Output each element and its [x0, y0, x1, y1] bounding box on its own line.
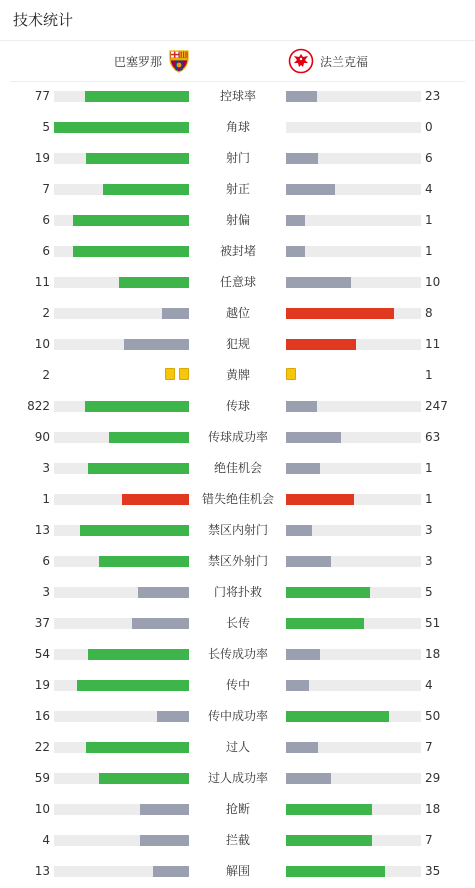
- stat-row: [0, 236, 475, 267]
- home-bar-track: [54, 556, 189, 567]
- stat-row: [0, 360, 475, 391]
- home-bar-fill: [85, 91, 189, 102]
- away-bar-fill: [286, 153, 318, 164]
- stat-row: [0, 763, 475, 794]
- away-bar-track: [286, 587, 421, 598]
- away-bar-fill: [286, 401, 317, 412]
- away-stat-value: 11: [425, 337, 441, 351]
- stat-row: [0, 112, 475, 143]
- home-stat-value: 2: [42, 306, 50, 320]
- away-stat-value: 35: [425, 864, 441, 878]
- home-bar-track: [54, 618, 189, 629]
- stat-label: 门将扑救: [213, 585, 262, 599]
- stat-row: [0, 174, 475, 205]
- home-bar-track: [54, 339, 189, 350]
- home-bar-fill: [54, 122, 189, 133]
- stat-label: 黄牌: [225, 368, 250, 382]
- stats-list: [0, 81, 475, 887]
- stat-label: 被封堵: [219, 244, 256, 258]
- away-bar-fill: [286, 804, 372, 815]
- home-bar-track: [54, 587, 189, 598]
- home-stat-value: 6: [42, 213, 50, 227]
- away-stat-value: 7: [425, 740, 433, 754]
- home-bar-track: [54, 215, 189, 226]
- home-bar-fill: [85, 401, 189, 412]
- stat-label: 传中成功率: [207, 709, 268, 723]
- home-bar-fill: [73, 246, 189, 257]
- stat-label: 犯规: [225, 337, 250, 351]
- home-stat-value: 2: [42, 368, 50, 382]
- home-bar-fill: [86, 742, 189, 753]
- away-bar-fill: [286, 277, 351, 288]
- away-stat-value: 1: [425, 244, 433, 258]
- away-bar-fill: [286, 866, 385, 877]
- home-bar-track: [54, 153, 189, 164]
- away-bar-fill: [286, 432, 341, 443]
- away-bar-track: [286, 711, 421, 722]
- away-team-header[interactable]: [288, 48, 475, 74]
- home-bar-fill: [162, 308, 189, 319]
- home-bar-fill: [122, 494, 190, 505]
- home-stat-value: 22: [34, 740, 50, 754]
- stat-row: [0, 453, 475, 484]
- home-bar-fill: [86, 153, 189, 164]
- away-bar-fill: [286, 339, 356, 350]
- home-bar-fill: [157, 711, 189, 722]
- home-stat-value: 90: [34, 430, 50, 444]
- home-bar-track: [54, 463, 189, 474]
- home-stat-value: 3: [42, 461, 50, 475]
- away-bar-track: [286, 308, 421, 319]
- stat-label: 角球: [225, 120, 250, 134]
- stat-label: 射门: [225, 151, 250, 165]
- away-bar-track: [286, 153, 421, 164]
- home-bar-track: [54, 122, 189, 133]
- home-bar-track: [54, 91, 189, 102]
- home-bar-fill: [124, 339, 189, 350]
- home-bar-fill: [140, 835, 189, 846]
- stat-row: [0, 825, 475, 856]
- away-stat-value: 10: [425, 275, 441, 289]
- away-bar-fill: [286, 773, 331, 784]
- stat-row: [0, 546, 475, 577]
- home-bar-fill: [138, 587, 189, 598]
- away-bar-track: [286, 525, 421, 536]
- away-bar-track: [286, 184, 421, 195]
- home-bar-track: [54, 494, 189, 505]
- away-bar-track: [286, 246, 421, 257]
- home-bar-fill: [88, 649, 189, 660]
- home-bar-fill: [73, 215, 189, 226]
- away-bar-track: [286, 804, 421, 815]
- away-bar-track: [286, 91, 421, 102]
- home-yellow-cards: [54, 368, 189, 381]
- home-bar-track: [54, 680, 189, 691]
- away-bar-track: [286, 339, 421, 350]
- home-bar-fill: [153, 866, 189, 877]
- home-stat-value: 3: [42, 585, 50, 599]
- home-bar-fill: [80, 525, 189, 536]
- barcelona-crest-icon: [166, 48, 192, 74]
- home-stat-value: 4: [42, 833, 50, 847]
- home-stat-value: 13: [34, 523, 50, 537]
- home-bar-fill: [88, 463, 189, 474]
- away-bar-fill: [286, 742, 318, 753]
- away-yellow-cards: [286, 368, 421, 381]
- home-stat-value: 13: [34, 864, 50, 878]
- stat-label: 错失绝佳机会: [201, 492, 274, 506]
- away-bar-track: [286, 556, 421, 567]
- home-bar-track: [54, 246, 189, 257]
- away-bar-track: [286, 649, 421, 660]
- home-bar-track: [54, 866, 189, 877]
- home-bar-fill: [132, 618, 189, 629]
- away-stat-value: 247: [425, 399, 448, 413]
- away-stat-value: 23: [425, 89, 441, 103]
- yellow-card-icon: [179, 368, 189, 380]
- away-stat-value: 51: [425, 616, 441, 630]
- home-bar-fill: [99, 556, 189, 567]
- away-stat-value: 1: [425, 368, 433, 382]
- stat-label: 禁区外射门: [207, 554, 268, 568]
- away-bar-track: [286, 277, 421, 288]
- home-stat-value: 37: [34, 616, 50, 630]
- stat-row: [0, 515, 475, 546]
- home-bar-track: [54, 649, 189, 660]
- stat-label: 抢断: [225, 802, 250, 816]
- home-stat-value: 6: [42, 244, 50, 258]
- stat-label: 过人成功率: [207, 771, 268, 785]
- away-stat-value: 50: [425, 709, 441, 723]
- home-bar-fill: [77, 680, 189, 691]
- away-bar-fill: [286, 463, 320, 474]
- away-stat-value: 1: [425, 213, 433, 227]
- away-bar-track: [286, 742, 421, 753]
- stat-row: [0, 577, 475, 608]
- frankfurt-eagle-crest-icon: [288, 48, 314, 74]
- stat-label: 任意球: [219, 275, 256, 289]
- away-stat-value: 4: [425, 678, 433, 692]
- stat-label: 禁区内射门: [207, 523, 268, 537]
- away-stat-value: 7: [425, 833, 433, 847]
- home-bar-fill: [103, 184, 189, 195]
- away-bar-fill: [286, 618, 364, 629]
- section-title: 技术统计: [13, 11, 74, 29]
- away-stat-value: 5: [425, 585, 433, 599]
- stat-row: [0, 422, 475, 453]
- yellow-card-icon: [165, 368, 175, 380]
- stat-row: [0, 701, 475, 732]
- stat-row: [0, 794, 475, 825]
- stat-label: 射正: [225, 182, 250, 196]
- home-stat-value: 19: [34, 678, 50, 692]
- home-bar-track: [54, 401, 189, 412]
- away-bar-track: [286, 494, 421, 505]
- home-stat-value: 10: [34, 802, 50, 816]
- home-bar-track: [54, 525, 189, 536]
- stat-label: 传中: [225, 678, 250, 692]
- away-bar-track: [286, 432, 421, 443]
- stat-row: [0, 484, 475, 515]
- home-bar-track: [54, 277, 189, 288]
- away-stat-value: 8: [425, 306, 433, 320]
- away-bar-fill: [286, 711, 389, 722]
- stat-row: [0, 391, 475, 422]
- stat-label: 射偏: [225, 213, 250, 227]
- home-bar-track: [54, 773, 189, 784]
- home-stat-value: 5: [42, 120, 50, 134]
- title-divider: [0, 40, 475, 41]
- away-bar-fill: [286, 184, 335, 195]
- away-stat-value: 18: [425, 647, 441, 661]
- away-bar-track: [286, 773, 421, 784]
- home-team-header[interactable]: [0, 48, 192, 74]
- home-stat-value: 19: [34, 151, 50, 165]
- stat-label: 越位: [225, 306, 250, 320]
- home-bar-track: [54, 804, 189, 815]
- stat-row: [0, 329, 475, 360]
- home-bar-track: [54, 308, 189, 319]
- stat-row: [0, 81, 475, 112]
- yellow-card-icon: [286, 368, 296, 380]
- away-bar-fill: [286, 835, 372, 846]
- away-bar-fill: [286, 91, 317, 102]
- away-bar-track: [286, 680, 421, 691]
- stat-row: [0, 639, 475, 670]
- away-bar-track: [286, 618, 421, 629]
- away-bar-fill: [286, 246, 305, 257]
- stat-row: [0, 143, 475, 174]
- stat-label: 传球成功率: [207, 430, 268, 444]
- away-stat-value: 1: [425, 492, 433, 506]
- away-stat-value: 6: [425, 151, 433, 165]
- away-bar-track: [286, 866, 421, 877]
- away-bar-fill: [286, 680, 309, 691]
- home-stat-value: 10: [34, 337, 50, 351]
- home-bar-track: [54, 835, 189, 846]
- stat-row: [0, 670, 475, 701]
- home-stat-value: 54: [34, 647, 50, 661]
- away-stat-value: 1: [425, 461, 433, 475]
- stat-label: 解围: [225, 864, 250, 878]
- away-stat-value: 63: [425, 430, 441, 444]
- away-bar-track: [286, 215, 421, 226]
- home-bar-fill: [109, 432, 189, 443]
- away-bar-fill: [286, 556, 331, 567]
- stat-label: 拦截: [225, 833, 250, 847]
- away-team-name: 法兰克福: [320, 54, 369, 69]
- home-bar-track: [54, 711, 189, 722]
- away-stat-value: 4: [425, 182, 433, 196]
- stat-label: 长传: [225, 616, 250, 630]
- home-bar-track: [54, 432, 189, 443]
- stat-label: 传球: [225, 399, 250, 413]
- stat-row: [0, 205, 475, 236]
- home-stat-value: 77: [34, 89, 50, 103]
- home-bar-fill: [119, 277, 189, 288]
- away-stat-value: 29: [425, 771, 441, 785]
- away-bar-fill: [286, 525, 312, 536]
- home-bar-fill: [140, 804, 189, 815]
- home-bar-fill: [99, 773, 189, 784]
- away-stat-value: 0: [425, 120, 433, 134]
- home-stat-value: 822: [27, 399, 50, 413]
- home-bar-track: [54, 742, 189, 753]
- away-bar-track: [286, 463, 421, 474]
- home-bar-track: [54, 184, 189, 195]
- away-stat-value: 3: [425, 523, 433, 537]
- stat-row: [0, 732, 475, 763]
- stat-label: 控球率: [219, 89, 256, 103]
- away-bar-track: [286, 835, 421, 846]
- stat-label: 过人: [225, 740, 250, 754]
- away-bar-fill: [286, 587, 370, 598]
- away-bar-fill: [286, 215, 305, 226]
- away-bar-fill: [286, 494, 354, 505]
- away-bar-fill: [286, 649, 320, 660]
- home-team-name: 巴塞罗那: [113, 54, 162, 69]
- away-bar-fill: [286, 308, 394, 319]
- home-stat-value: 59: [34, 771, 50, 785]
- away-stat-value: 18: [425, 802, 441, 816]
- home-stat-value: 1: [42, 492, 50, 506]
- home-stat-value: 7: [42, 182, 50, 196]
- stat-row: [0, 298, 475, 329]
- away-stat-value: 3: [425, 554, 433, 568]
- away-bar-track: [286, 122, 421, 133]
- home-stat-value: 11: [34, 275, 50, 289]
- home-stat-value: 16: [34, 709, 50, 723]
- stat-row: [0, 267, 475, 298]
- stat-row: [0, 856, 475, 887]
- stat-label: 绝佳机会: [213, 461, 262, 475]
- home-stat-value: 6: [42, 554, 50, 568]
- stat-label: 长传成功率: [207, 647, 268, 661]
- away-bar-track: [286, 401, 421, 412]
- stat-row: [0, 608, 475, 639]
